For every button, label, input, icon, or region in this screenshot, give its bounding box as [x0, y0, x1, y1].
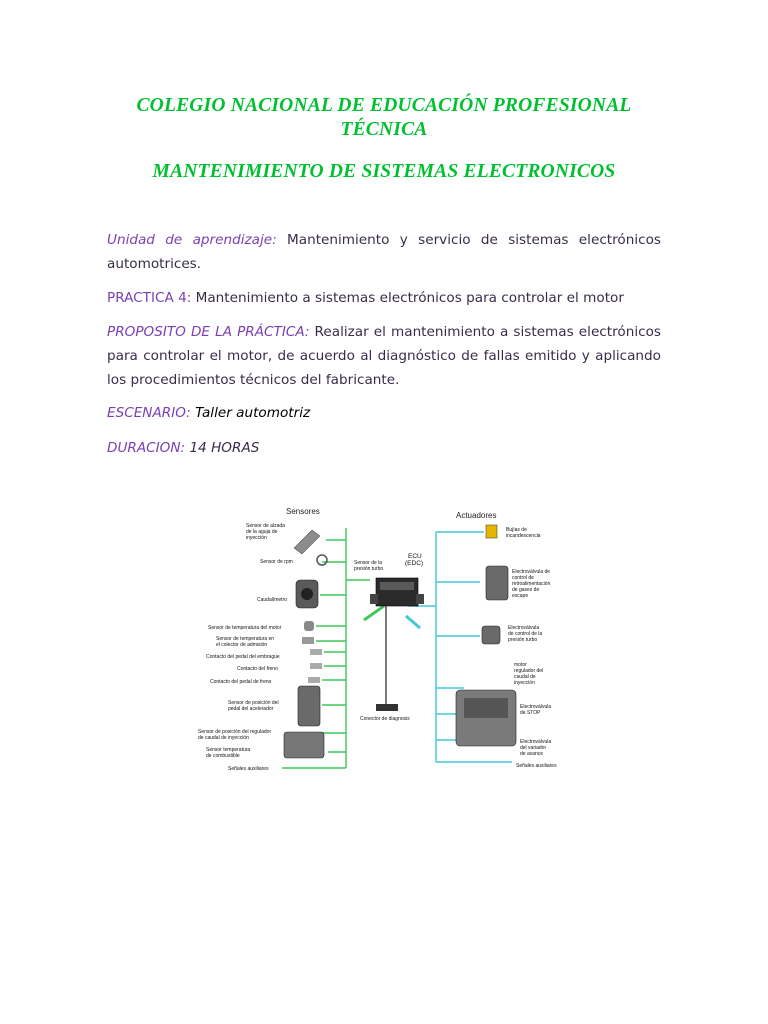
duracion-value: 14 HORAS — [189, 440, 260, 456]
sensor-label: pedal del acelerador — [228, 706, 274, 712]
actuator-label: Electroválvula — [520, 739, 552, 745]
sensor-turbo-label: Sensor de la — [354, 560, 383, 566]
sensor-label: Sensor de posición del — [228, 700, 279, 706]
actuator-label: de avance — [520, 751, 544, 757]
sensor-label: inyección — [246, 535, 267, 541]
sensor-label: Sensor de temperatura en — [216, 636, 275, 642]
unidad-label: Unidad de aprendizaje: — [107, 232, 277, 248]
sensor-label: Contacto del pedal de freno — [210, 679, 272, 685]
sensor-label: Sensor de posición del regulador — [198, 729, 272, 735]
page-title: COLEGIO NACIONAL DE EDUCACIÓN PROFESIONAL TÉCNICA — [136, 95, 632, 140]
sensor-label: el colector de admisión — [216, 642, 268, 648]
actuator-label: escape — [512, 593, 529, 599]
unidad-field — [107, 228, 661, 276]
actuator-label: retroalimentación — [512, 581, 551, 587]
actuator-label: de gases de — [512, 587, 540, 593]
sensor-label: Señales auxiliares — [228, 766, 269, 772]
sensor-label: Contacto del freno — [237, 666, 278, 672]
sensor-label: Contacto del pedal del embrague — [206, 654, 280, 660]
sensor-label: de caudal de inyección — [198, 735, 249, 741]
sensor-label: Sensor de alzada — [246, 523, 285, 529]
sensor-label: Sensor temperatura — [206, 747, 251, 753]
actuator-label: Bujías de — [506, 527, 527, 533]
engine-control-diagram — [194, 500, 566, 780]
conector-label: Conector de diagnosis — [360, 716, 410, 722]
sensor-label: Sensor de temperatura del motor — [208, 625, 282, 631]
ecu-label-2: (EDC) — [405, 560, 424, 567]
diagnosis-connector — [376, 704, 398, 711]
sensor-label: de la aguja de — [246, 529, 278, 535]
actuator-label: inyección — [514, 680, 535, 686]
sensores-heading: Sensores — [286, 507, 320, 516]
sensor-label: Caudalímetro — [257, 597, 288, 603]
ecu-label: ECU — [408, 553, 422, 560]
actuator-label: Electroválvula de — [512, 569, 551, 575]
actuadores-heading: Actuadores — [456, 511, 497, 520]
sensor-label: de combustible — [206, 753, 240, 759]
unidad-value: Mantenimiento y servicio de sistemas electrónicos automotrices. — [107, 232, 661, 272]
actuator-label: regulador del — [514, 668, 544, 674]
page-subtitle: MANTENIMIENTO DE SISTEMAS ELECTRONICOS — [152, 161, 616, 182]
practica-value: Mantenimiento a sistemas electrónicos para controlar el motor — [195, 290, 624, 306]
practica-field — [107, 286, 661, 310]
actuator-label: presión turbo — [508, 637, 538, 643]
sensor-label: Sensor de rpm — [260, 559, 293, 565]
practica-label: PRACTICA 4: — [107, 290, 192, 306]
actuator-label: de control de la — [508, 631, 543, 637]
actuator-label: de STOP — [520, 710, 541, 716]
escenario-field — [107, 401, 661, 425]
actuator-label: Electroválvula — [508, 625, 540, 631]
proposito-label: PROPOSITO DE LA PRÁCTICA: — [107, 324, 310, 340]
duracion-label: DURACION: — [107, 440, 186, 456]
proposito-value: Realizar el mantenimiento a sistemas electrónicos para controlar el motor, de acuerdo al diagnóstico de fallas emitido y aplicando los procedimientos técnicos del fabricante. — [107, 324, 661, 388]
escenario-value: Taller automotriz — [195, 405, 311, 421]
sensor-turbo-label-2: presión turbo — [354, 566, 384, 572]
escenario-label: ESCENARIO: — [107, 405, 191, 421]
actuator-label: del variador — [520, 745, 547, 751]
proposito-field — [107, 320, 661, 392]
actuator-label: Señales auxiliares — [516, 763, 557, 769]
duracion-field — [107, 436, 661, 460]
actuator-label: motor — [514, 662, 527, 668]
actuator-label: caudal de — [514, 674, 536, 680]
actuator-label: control de — [512, 575, 534, 581]
actuator-label: Electroválvula — [520, 704, 552, 710]
actuator-label: incandescencia — [506, 533, 541, 539]
